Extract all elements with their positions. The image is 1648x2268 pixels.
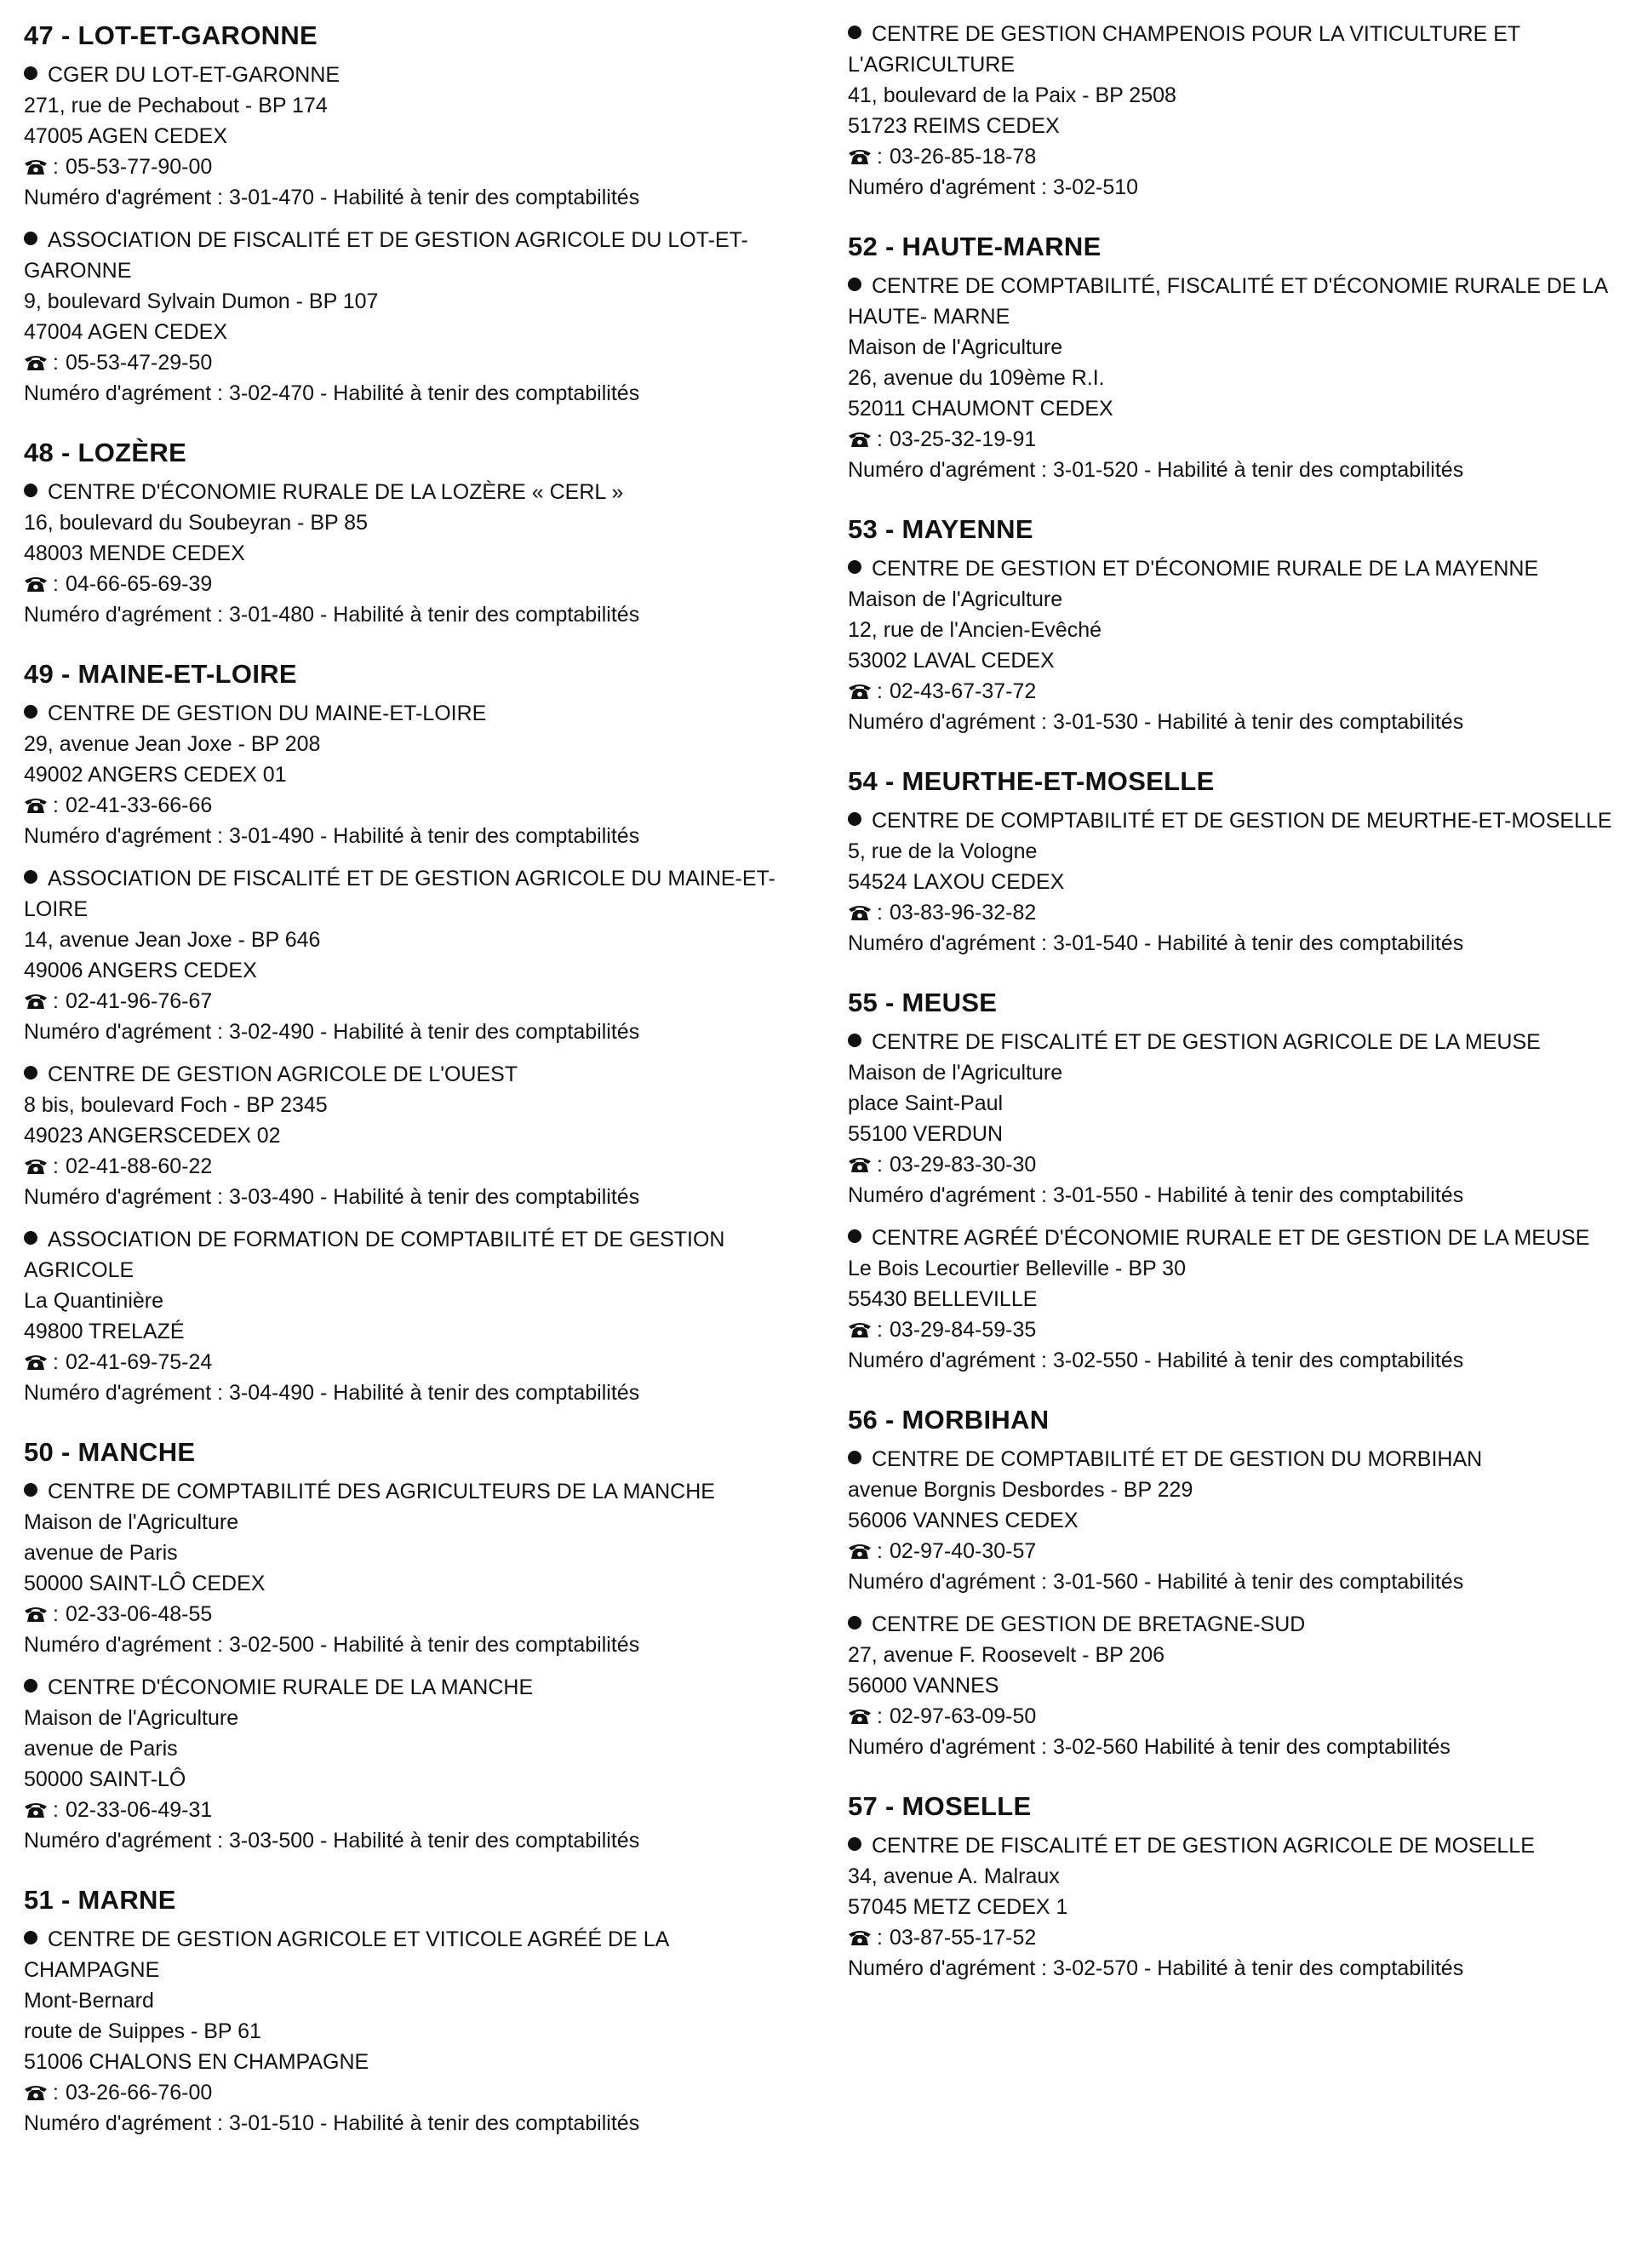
organization-entry — [848, 1609, 1631, 1762]
address-line: Maison de l'Agriculture — [848, 335, 1063, 359]
phone-number: 02-43-67-37-72 — [889, 679, 1037, 703]
agrement-label: Numéro d'agrément : — [848, 175, 1053, 199]
phone-line — [24, 2077, 790, 2108]
agrement-label: Numéro d'agrément : — [848, 710, 1053, 734]
phone-number: 02-41-88-60-22 — [65, 1154, 213, 1178]
right-column — [848, 19, 1631, 2011]
telephone-icon — [24, 1801, 48, 1818]
telephone-icon — [848, 1929, 872, 1946]
telephone-icon — [848, 148, 872, 165]
agrement-line — [24, 1182, 790, 1212]
telephone-icon — [24, 1158, 48, 1175]
phone-line — [848, 141, 1631, 172]
address-line: 53002 LAVAL CEDEX — [848, 649, 1055, 673]
phone-number: 03-87-55-17-52 — [889, 1926, 1037, 1950]
telephone-icon — [24, 797, 48, 814]
bullet-icon — [24, 66, 37, 80]
phone-line — [24, 1599, 790, 1629]
department-heading: 49 - MAINE-ET-LOIRE — [24, 659, 297, 689]
agrement-label: Numéro d'agrément : — [848, 1735, 1053, 1759]
address-line: route de Suippes - BP 61 — [24, 2019, 261, 2043]
telephone-icon — [848, 1156, 872, 1173]
department-heading: 48 - LOZÈRE — [24, 438, 187, 467]
bullet-icon — [848, 1229, 861, 1243]
organization-entry — [24, 225, 790, 409]
organization-name: ASSOCIATION DE FORMATION DE COMPTABILITÉ ET DE GESTION AGRICOLE — [24, 1228, 725, 1282]
phone-separator: : — [877, 1704, 883, 1728]
department-heading: 52 - HAUTE-MARNE — [848, 232, 1102, 261]
agrement-label: Numéro d'agrément : — [24, 1020, 229, 1044]
organization-name-line — [24, 225, 790, 286]
agrement-label: Numéro d'agrément : — [848, 1570, 1053, 1594]
bullet-icon — [24, 1231, 37, 1245]
agrement-line — [24, 182, 790, 213]
agrement-value: 3-01-540 - Habilité à tenir des comptabilités — [1053, 931, 1464, 955]
organization-entry — [24, 1476, 790, 1660]
agrement-line — [24, 599, 790, 630]
organization-name-line — [848, 805, 1631, 836]
agrement-value: 3-02-570 - Habilité à tenir des comptabilités — [1053, 1956, 1464, 1980]
phone-separator: : — [877, 1926, 883, 1950]
organization-name: ASSOCIATION DE FISCALITÉ ET DE GESTION AGRICOLE DU LOT-ET-GARONNE — [24, 228, 748, 283]
organization-name: ASSOCIATION DE FISCALITÉ ET DE GESTION AGRICOLE DU MAINE-ET-LOIRE — [24, 867, 775, 921]
telephone-icon — [848, 1708, 872, 1725]
agrement-line — [24, 1825, 790, 1856]
department-section — [24, 436, 790, 630]
address-line: avenue de Paris — [24, 1737, 178, 1761]
bullet-icon — [848, 1616, 861, 1629]
address-line: 55430 BELLEVILLE — [848, 1287, 1038, 1311]
phone-line — [24, 1795, 790, 1825]
phone-separator: : — [877, 901, 883, 925]
phone-line — [24, 790, 790, 821]
organization-name-line — [848, 271, 1631, 332]
organization-name-line — [848, 19, 1631, 80]
organization-name: CENTRE AGRÉÉ D'ÉCONOMIE RURALE ET DE GESTION DE LA MEUSE — [872, 1226, 1590, 1250]
department-section — [848, 986, 1631, 1376]
organization-entry — [848, 553, 1631, 737]
organization-name-line — [848, 1830, 1631, 1861]
address-line: 52011 CHAUMONT CEDEX — [848, 397, 1113, 421]
agrement-value: 3-02-500 - Habilité à tenir des comptabilités — [229, 1633, 640, 1657]
address-line: 47004 AGEN CEDEX — [24, 320, 228, 344]
organization-entry — [24, 863, 790, 1047]
organization-name-line — [24, 1672, 790, 1703]
organization-entry — [848, 1830, 1631, 1984]
organization-name-line — [24, 698, 790, 729]
organization-entry — [848, 1027, 1631, 1211]
phone-line — [848, 897, 1631, 928]
phone-number: 02-41-69-75-24 — [65, 1350, 213, 1374]
address-line: Maison de l'Agriculture — [848, 587, 1063, 611]
organization-name-line — [24, 1476, 790, 1507]
organization-name: CENTRE DE GESTION AGRICOLE ET VITICOLE AGRÉÉ DE LA CHAMPAGNE — [24, 1927, 668, 1982]
organization-name: CENTRE DE COMPTABILITÉ, FISCALITÉ ET D'ÉCONOMIE RURALE DE LA HAUTE- MARNE — [848, 274, 1607, 329]
agrement-value: 3-01-480 - Habilité à tenir des comptabilités — [229, 603, 640, 627]
phone-line — [24, 152, 790, 182]
organization-name-line — [24, 1059, 790, 1090]
agrement-label: Numéro d'agrément : — [24, 1633, 229, 1657]
phone-separator: : — [53, 155, 59, 179]
department-section — [24, 1435, 790, 1856]
phone-line — [24, 347, 790, 378]
agrement-label: Numéro d'agrément : — [24, 2111, 229, 2135]
phone-line — [24, 1347, 790, 1377]
address-line: 49023 ANGERSCEDEX 02 — [24, 1124, 281, 1148]
telephone-icon — [24, 576, 48, 593]
agrement-label: Numéro d'agrément : — [24, 186, 229, 209]
phone-number: 03-26-66-76-00 — [65, 2081, 213, 2105]
agrement-value: 3-03-490 - Habilité à tenir des comptabilités — [229, 1185, 640, 1209]
bullet-icon — [24, 1679, 37, 1692]
bullet-icon — [848, 1451, 861, 1464]
agrement-value: 3-02-470 - Habilité à tenir des comptabilités — [229, 381, 640, 405]
phone-line — [24, 1151, 790, 1182]
department-section — [24, 657, 790, 1408]
organization-entry — [24, 1059, 790, 1212]
phone-separator: : — [53, 351, 59, 375]
bullet-icon — [848, 26, 861, 39]
telephone-icon — [848, 1543, 872, 1560]
telephone-icon — [848, 431, 872, 448]
organization-entry — [24, 1224, 790, 1408]
agrement-value: 3-01-470 - Habilité à tenir des comptabilités — [229, 186, 640, 209]
bullet-icon — [848, 812, 861, 826]
bullet-icon — [24, 232, 37, 245]
phone-separator: : — [53, 1350, 59, 1374]
organization-name: CENTRE DE COMPTABILITÉ ET DE GESTION DE MEURTHE-ET-MOSELLE — [872, 809, 1612, 833]
bullet-icon — [24, 1066, 37, 1080]
address-line: 14, avenue Jean Joxe - BP 646 — [24, 928, 321, 952]
agrement-line — [848, 928, 1631, 959]
organization-entry — [848, 19, 1631, 203]
telephone-icon — [24, 2084, 48, 2101]
phone-line — [848, 1701, 1631, 1732]
organization-name: CENTRE DE GESTION AGRICOLE DE L'OUEST — [48, 1062, 518, 1086]
organization-entry — [848, 271, 1631, 485]
phone-line — [848, 1536, 1631, 1566]
agrement-label: Numéro d'agrément : — [848, 458, 1053, 482]
department-heading: 56 - MORBIHAN — [848, 1405, 1050, 1435]
agrement-value: 3-01-550 - Habilité à tenir des comptabilités — [1053, 1183, 1464, 1207]
department-heading: 47 - LOT-ET-GARONNE — [24, 20, 318, 50]
organization-name: CENTRE DE GESTION CHAMPENOIS POUR LA VITICULTURE ET L'AGRICULTURE — [848, 22, 1520, 77]
department-section — [24, 19, 790, 409]
department-heading: 57 - MOSELLE — [848, 1791, 1032, 1821]
phone-number: 03-29-83-30-30 — [889, 1153, 1037, 1177]
telephone-icon — [24, 158, 48, 175]
address-line: Le Bois Lecourtier Belleville - BP 30 — [848, 1257, 1186, 1280]
address-line: 55100 VERDUN — [848, 1122, 1004, 1146]
agrement-label: Numéro d'agrément : — [848, 1183, 1053, 1207]
bullet-icon — [848, 560, 861, 574]
phone-number: 02-97-63-09-50 — [889, 1704, 1037, 1728]
phone-separator: : — [877, 427, 883, 451]
organization-name: CENTRE DE GESTION DE BRETAGNE-SUD — [872, 1612, 1306, 1636]
telephone-icon — [848, 904, 872, 921]
address-line: avenue Borgnis Desbordes - BP 229 — [848, 1478, 1193, 1502]
agrement-line — [848, 1566, 1631, 1597]
phone-number: 02-41-96-76-67 — [65, 989, 213, 1013]
address-line: Maison de l'Agriculture — [24, 1510, 239, 1534]
address-line: 57045 METZ CEDEX 1 — [848, 1895, 1068, 1919]
agrement-line — [848, 1180, 1631, 1211]
organization-name-line — [24, 1224, 790, 1286]
department-heading: 50 - MANCHE — [24, 1437, 196, 1467]
address-line: La Quantinière — [24, 1289, 164, 1313]
telephone-icon — [24, 993, 48, 1010]
organization-name: CENTRE DE GESTION ET D'ÉCONOMIE RURALE DE LA MAYENNE — [872, 557, 1539, 581]
bullet-icon — [24, 1483, 37, 1497]
address-line: 56000 VANNES — [848, 1674, 999, 1698]
phone-line — [24, 986, 790, 1017]
agrement-value: 3-04-490 - Habilité à tenir des comptabilités — [229, 1381, 640, 1405]
department-heading: 51 - MARNE — [24, 1885, 176, 1915]
agrement-value: 3-03-500 - Habilité à tenir des comptabilités — [229, 1829, 640, 1853]
organization-name: CENTRE D'ÉCONOMIE RURALE DE LA LOZÈRE « CERL » — [48, 480, 624, 504]
address-line: 47005 AGEN CEDEX — [24, 124, 228, 148]
address-line: 271, rue de Pechabout - BP 174 — [24, 94, 328, 117]
agrement-line — [848, 455, 1631, 485]
agrement-line — [848, 1345, 1631, 1376]
organization-entry — [848, 1223, 1631, 1376]
organization-name-line — [24, 60, 790, 90]
organization-name: CGER DU LOT-ET-GARONNE — [48, 63, 340, 87]
phone-line — [848, 676, 1631, 707]
address-line: 29, avenue Jean Joxe - BP 208 — [24, 732, 321, 756]
bullet-icon — [848, 278, 861, 291]
telephone-icon — [848, 1321, 872, 1338]
address-line: 16, boulevard du Soubeyran - BP 85 — [24, 511, 368, 535]
organization-entry — [24, 477, 790, 630]
phone-separator: : — [877, 145, 883, 169]
phone-separator: : — [53, 1154, 59, 1178]
address-line: Mont-Bernard — [24, 1989, 154, 2013]
address-line: 49006 ANGERS CEDEX — [24, 959, 257, 982]
organization-entry — [24, 60, 790, 213]
address-line: 41, boulevard de la Paix - BP 2508 — [848, 83, 1176, 107]
address-line: avenue de Paris — [24, 1541, 178, 1565]
address-line: 54524 LAXOU CEDEX — [848, 870, 1065, 894]
organization-name-line — [848, 1444, 1631, 1475]
phone-number: 03-26-85-18-78 — [889, 145, 1037, 169]
department-heading: 54 - MEURTHE-ET-MOSELLE — [848, 766, 1215, 796]
phone-line — [848, 1149, 1631, 1180]
organization-name-line — [848, 1609, 1631, 1640]
bullet-icon — [848, 1034, 861, 1047]
agrement-label: Numéro d'agrément : — [24, 1185, 229, 1209]
agrement-line — [24, 1017, 790, 1047]
address-line: 50000 SAINT-LÔ — [24, 1767, 186, 1791]
phone-separator: : — [53, 1798, 59, 1822]
agrement-line — [848, 707, 1631, 737]
agrement-label: Numéro d'agrément : — [24, 381, 229, 405]
phone-number: 03-29-84-59-35 — [889, 1318, 1037, 1342]
organization-entry — [848, 1444, 1631, 1597]
agrement-label: Numéro d'agrément : — [24, 1381, 229, 1405]
organization-name: CENTRE DE COMPTABILITÉ ET DE GESTION DU MORBIHAN — [872, 1447, 1483, 1471]
department-section — [848, 765, 1631, 959]
address-line: 12, rue de l'Ancien-Evêché — [848, 618, 1102, 642]
phone-number: 03-83-96-32-82 — [889, 901, 1037, 925]
address-line: 9, boulevard Sylvain Dumon - BP 107 — [24, 289, 379, 313]
telephone-icon — [24, 1606, 48, 1623]
address-line: 34, avenue A. Malraux — [848, 1864, 1060, 1888]
department-section — [848, 230, 1631, 485]
agrement-value: 3-01-510 - Habilité à tenir des comptabilités — [229, 2111, 640, 2135]
telephone-icon — [24, 354, 48, 371]
department-heading: 55 - MEUSE — [848, 988, 998, 1017]
agrement-line — [24, 1377, 790, 1408]
agrement-value: 3-01-560 - Habilité à tenir des comptabilités — [1053, 1570, 1464, 1594]
agrement-line — [848, 172, 1631, 203]
organization-name-line — [24, 1924, 790, 1985]
agrement-value: 3-01-520 - Habilité à tenir des comptabilités — [1053, 458, 1464, 482]
department-section — [848, 1403, 1631, 1762]
phone-number: 02-33-06-48-55 — [65, 1602, 213, 1626]
phone-number: 05-53-47-29-50 — [65, 351, 213, 375]
address-line: 51723 REIMS CEDEX — [848, 114, 1060, 138]
organization-name: CENTRE DE COMPTABILITÉ DES AGRICULTEURS DE LA MANCHE — [48, 1480, 715, 1503]
organization-name-line — [24, 477, 790, 507]
agrement-label: Numéro d'agrément : — [24, 603, 229, 627]
telephone-icon — [24, 1354, 48, 1371]
organization-name-line — [848, 1027, 1631, 1057]
agrement-line — [24, 378, 790, 409]
address-line: 27, avenue F. Roosevelt - BP 206 — [848, 1643, 1164, 1667]
phone-number: 04-66-65-69-39 — [65, 572, 213, 596]
organization-name: CENTRE DE GESTION DU MAINE-ET-LOIRE — [48, 702, 487, 725]
agrement-label: Numéro d'agrément : — [848, 1956, 1053, 1980]
phone-number: 03-25-32-19-91 — [889, 427, 1037, 451]
phone-separator: : — [53, 572, 59, 596]
address-line: 5, rue de la Vologne — [848, 839, 1038, 863]
phone-separator: : — [53, 793, 59, 817]
address-line: 26, avenue du 109ème R.I. — [848, 366, 1105, 390]
agrement-value: 3-01-530 - Habilité à tenir des comptabilités — [1053, 710, 1464, 734]
bullet-icon — [24, 484, 37, 497]
phone-number: 02-41-33-66-66 — [65, 793, 213, 817]
address-line: 8 bis, boulevard Foch - BP 2345 — [24, 1093, 328, 1117]
bullet-icon — [848, 1837, 861, 1851]
department-section — [848, 19, 1631, 203]
left-column — [24, 19, 790, 2166]
phone-line — [24, 569, 790, 599]
phone-line — [848, 424, 1631, 455]
phone-separator: : — [53, 989, 59, 1013]
organization-name-line — [24, 863, 790, 925]
department-section — [848, 1790, 1631, 1984]
phone-line — [848, 1922, 1631, 1953]
bullet-icon — [24, 1931, 37, 1944]
address-line: place Saint-Paul — [848, 1091, 1004, 1115]
agrement-line — [848, 1732, 1631, 1762]
phone-separator: : — [877, 1318, 883, 1342]
organization-name-line — [848, 553, 1631, 584]
agrement-line — [24, 821, 790, 851]
address-line: Maison de l'Agriculture — [24, 1706, 239, 1730]
phone-line — [848, 1314, 1631, 1345]
address-line: 49800 TRELAZÉ — [24, 1320, 185, 1343]
organization-entry — [24, 1924, 790, 2139]
agrement-value: 3-02-560 Habilité à tenir des comptabilités — [1053, 1735, 1451, 1759]
organization-entry — [24, 1672, 790, 1856]
agrement-label: Numéro d'agrément : — [24, 824, 229, 848]
address-line: 50000 SAINT-LÔ CEDEX — [24, 1572, 266, 1595]
agrement-line — [848, 1953, 1631, 1984]
agrement-line — [24, 2108, 790, 2139]
phone-separator: : — [53, 2081, 59, 2105]
agrement-label: Numéro d'agrément : — [848, 931, 1053, 955]
organization-name: CENTRE DE FISCALITÉ ET DE GESTION AGRICOLE DE LA MEUSE — [872, 1030, 1541, 1054]
address-line: 49002 ANGERS CEDEX 01 — [24, 763, 287, 787]
organization-name-line — [848, 1223, 1631, 1253]
agrement-label: Numéro d'agrément : — [24, 1829, 229, 1853]
address-line: 48003 MENDE CEDEX — [24, 541, 245, 565]
department-section — [24, 1883, 790, 2139]
organization-entry — [848, 805, 1631, 959]
department-section — [848, 513, 1631, 737]
organization-name: CENTRE DE FISCALITÉ ET DE GESTION AGRICOLE DE MOSELLE — [872, 1834, 1535, 1858]
department-heading: 53 - MAYENNE — [848, 514, 1033, 544]
address-line: 51006 CHALONS EN CHAMPAGNE — [24, 2050, 369, 2074]
agrement-value: 3-02-550 - Habilité à tenir des comptabilités — [1053, 1349, 1464, 1372]
address-line: Maison de l'Agriculture — [848, 1061, 1063, 1085]
phone-number: 05-53-77-90-00 — [65, 155, 213, 179]
agrement-label: Numéro d'agrément : — [848, 1349, 1053, 1372]
address-line: 56006 VANNES CEDEX — [848, 1509, 1079, 1532]
phone-number: 02-97-40-30-57 — [889, 1539, 1037, 1563]
agrement-value: 3-01-490 - Habilité à tenir des comptabilités — [229, 824, 640, 848]
bullet-icon — [24, 705, 37, 719]
phone-separator: : — [877, 1153, 883, 1177]
phone-separator: : — [877, 679, 883, 703]
bullet-icon — [24, 870, 37, 884]
agrement-value: 3-02-490 - Habilité à tenir des comptabilités — [229, 1020, 640, 1044]
organization-entry — [24, 698, 790, 851]
agrement-line — [24, 1629, 790, 1660]
phone-number: 02-33-06-49-31 — [65, 1798, 213, 1822]
agrement-value: 3-02-510 — [1053, 175, 1139, 199]
phone-separator: : — [877, 1539, 883, 1563]
telephone-icon — [848, 683, 872, 700]
phone-separator: : — [53, 1602, 59, 1626]
organization-name: CENTRE D'ÉCONOMIE RURALE DE LA MANCHE — [48, 1675, 534, 1699]
